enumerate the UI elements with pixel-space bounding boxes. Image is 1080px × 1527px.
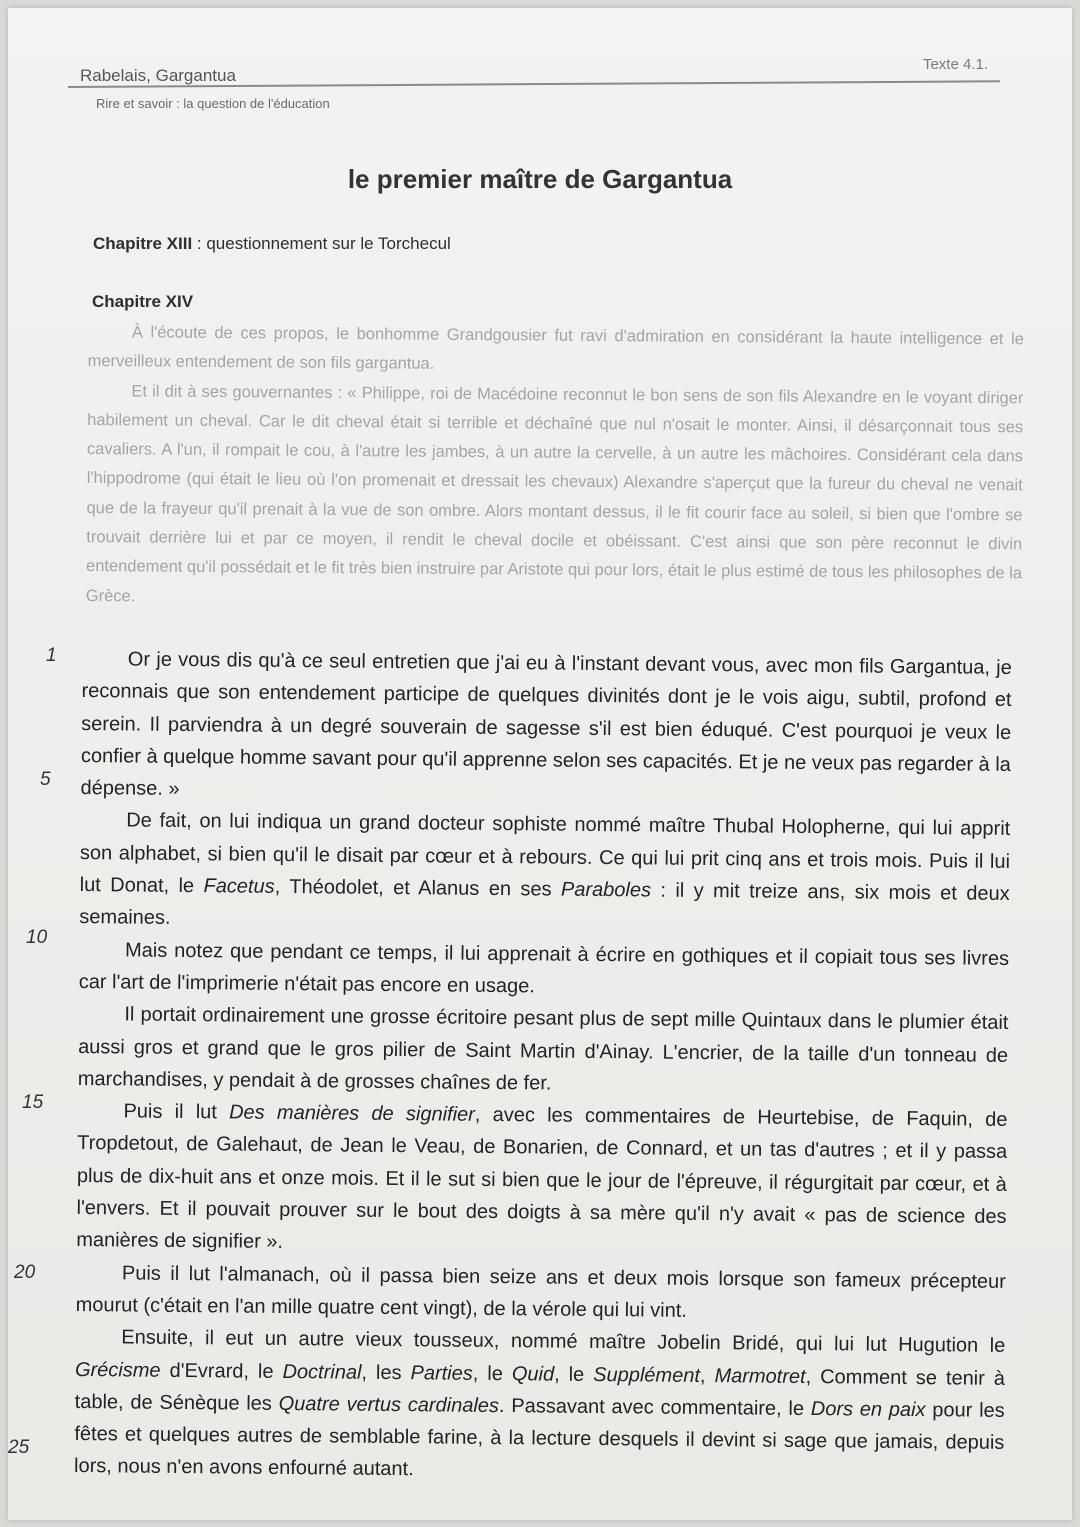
chapter-13-text: : questionnement sur le Torchecul: [192, 234, 451, 253]
main-paragraph: Mais notez que pendant ce temps, il lui apprenait à écrire en gothiques et il copiait tous ses livres car l'art de l'imprimerie n'était pas encore en usage.: [78, 939, 1010, 998]
main-paragraph: Puis il lut Des manières de signifier, avec les commentaires de Heurtebise, de Faquin, de Tropdetout, de Galehaut, de Jean le Veau, de Bonarien, de Connard, et un tas d'autres ; et il y passa plus de dix-huit ans et onze mois. Et il le sut si bien que le jour de l'épreuve, il régurgitait par cœur, et à l'envers. Et il pouvait prouver sur le bout des doigts à sa mère qu'il n'y avait « pas de science des manières de signifier ».: [76, 1100, 1008, 1254]
line-number: 1: [46, 645, 57, 666]
page-title: le premier maître de Gargantua: [347, 164, 733, 194]
main-paragraph: Or je vous dis qu'à ce seul entretien que j'ai eu à l'instant devant vous, avec mon fils Gargantua, je reconnais que son entendement participe de quelques divinités dont je le vois aigu, subtil, profond et serein. Il parviendra à un degré souverain de sagesse s'il est bien éduqué. C'est pourquoi je veux le confier à quelque homme savant pour qu'il apprenne selon ses capacités. Et je ne veux pas regarder à la dépense. »: [80, 648, 1012, 801]
chapter-13-label: Chapitre XIII: [93, 234, 193, 253]
line-number: 5: [40, 769, 51, 790]
line-number: 15: [22, 1092, 44, 1113]
line-number: 20: [14, 1262, 36, 1283]
chapter-14-heading: Chapitre XIV: [92, 292, 194, 311]
header-author-work: Rabelais, Gargantua: [80, 66, 236, 85]
header-reference: Texte 4.1.: [922, 56, 988, 73]
main-paragraph: Ensuite, il eut un autre vieux tousseux, nommé maître Jobelin Bridé, qui lui lut Hugution le Grécisme d'Evrard, le Doctrinal, les Parties, le Quid, le Supplément, Marmotret, Comment se tenir à table, de Sénèque les Quatre vertus cardinales. Passavant avec commentaire, le Dors en paix pour les fêtes et quelques autres de semblable farine, à la lecture desquels il devint si sage que jamais, depuis lors, nous n'en avons enfourné autant.: [73, 1326, 1006, 1481]
main-paragraph: Il portait ordinairement une grosse écritoire pesant plus de sept mille Quintaux dans le plumier était aussi gros et grand que le gros pilier de Saint Martin d'Ainay. L'encrier, de la taille d'un tonneau de marchandises, y pendait à de grosses chaînes de fer.: [77, 1003, 1009, 1095]
faded-intro-text: [86, 318, 1024, 618]
intro-paragraph: À l'écoute de ces propos, le bonhomme Grandgousier fut ravi d'admiration en considérant la haute intelligence et le merveilleux entendement de son fils gargantua.: [87, 323, 1024, 374]
main-paragraph: Puis il lut l'almanach, où il passa bien seize ans et deux mois lorsque son fameux précepteur mourut (c'était en l'an mille quatre cent vingt), de la vérole qui lui vint.: [75, 1262, 1007, 1322]
chapter-13-heading: [93, 234, 451, 254]
intro-paragraph: Et il dit à ses gouvernantes : « Philippe, roi de Macédoine reconnut le bon sens de son fils Alexandre en le voyant diriger habilement un cheval. Car le dit cheval était si terrible et déchaîné que nul n'osait le monter. Ainsi, il désarçonnait tous ses cavaliers. A l'un, il rompait le cou, à l'autre les jambes, à un autre la cervelle, à un autre les mâchoires. Considérant cela dans l'hippodrome (qui était le lieu où l'on promenait et dressait les chevaux) Alexandre s'aperçut que la fureur du cheval ne venait que de la frayeur qu'il prenait à la vue de son ombre. Alors montant dessus, il le fit courir face au soleil, si bien que l'ombre se trouvait derrière lui et par ce moyen, il rendit le cheval docile et obéissant. C'est ainsi que son père reconnut le divin entendement qu'il possédait et le fit très bien instruire par Aristote qui pour lors, était le plus estimé de tous les philosophes de la Grèce.: [85, 381, 1024, 606]
header-theme: Rire et savoir : la question de l'éducation: [96, 96, 330, 111]
line-number: 25: [8, 1437, 30, 1458]
line-number: 10: [26, 927, 48, 948]
main-text: [74, 643, 1012, 1492]
main-paragraph: De fait, on lui indiqua un grand docteur sophiste nommé maître Thubal Holopherne, qui lui apprit son alphabet, si bien qu'il le disait par cœur et à rebours. Ce qui lui prit cinq ans et trois mois. Puis il lui lut Donat, le Facetus, Théodolet, et Alanus en ses Paraboles : il y mit treize ans, six mois et deux semaines.: [79, 809, 1011, 930]
